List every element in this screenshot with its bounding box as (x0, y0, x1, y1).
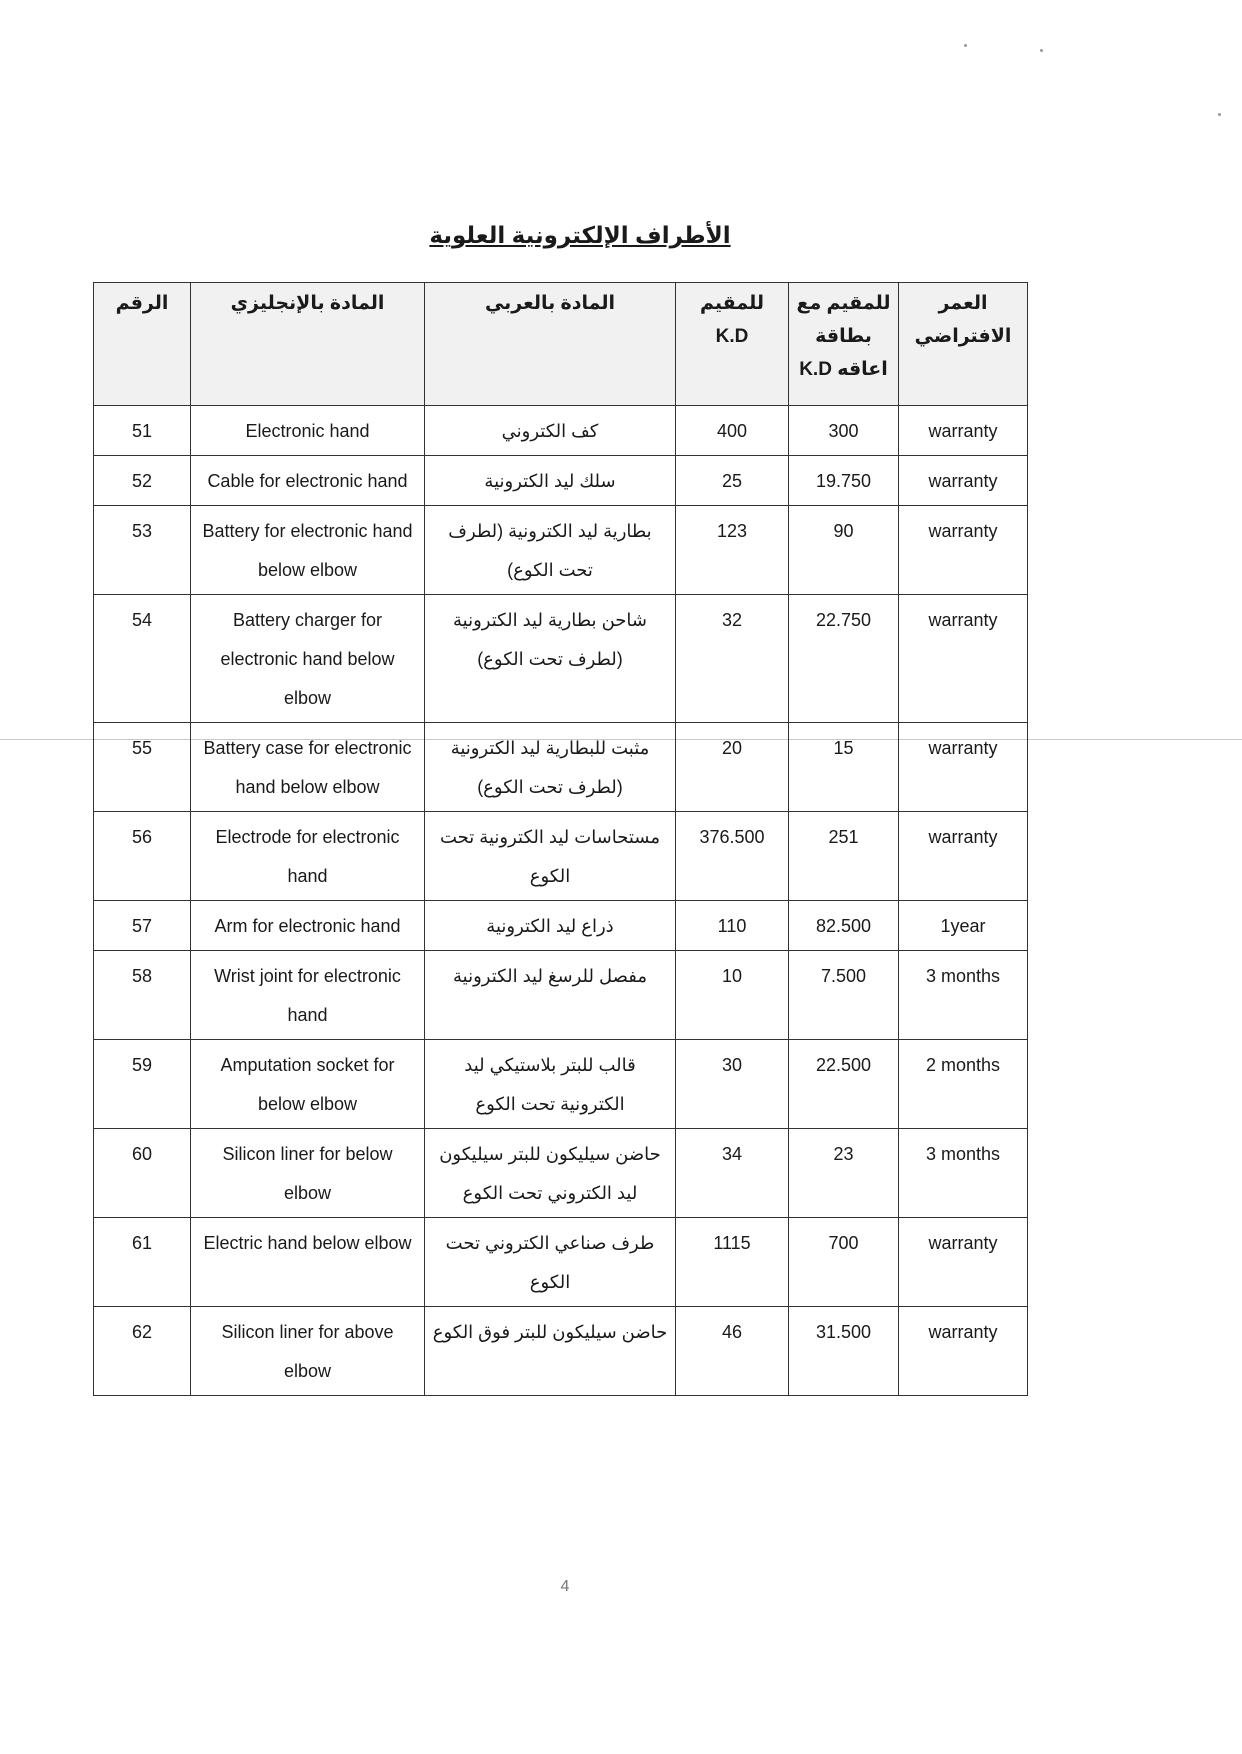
disability-card-price: 90 (789, 506, 899, 595)
row-number: 59 (94, 1040, 191, 1129)
row-number: 55 (94, 723, 191, 812)
row-number: 61 (94, 1218, 191, 1307)
scan-speck (1218, 113, 1221, 116)
table-row (94, 812, 1028, 901)
row-number: 52 (94, 456, 191, 506)
resident-price: 376.500 (676, 812, 789, 901)
item-arabic: مثبت للبطارية ليد الكترونية (لطرف تحت الكوع) (425, 723, 676, 812)
lifespan: warranty (899, 595, 1028, 723)
item-arabic: حاضن سيليكون للبتر سيليكون ليد الكتروني تحت الكوع (425, 1129, 676, 1218)
page-title: الأطراف الإلكترونية العلوية (429, 222, 731, 248)
item-english: Silicon liner for below elbow (191, 1129, 425, 1218)
item-english: Battery charger for electronic hand below elbow (191, 595, 425, 723)
disability-card-price: 22.750 (789, 595, 899, 723)
table-row (94, 1129, 1028, 1218)
table-row (94, 951, 1028, 1040)
resident-price: 20 (676, 723, 789, 812)
disability-card-price: 15 (789, 723, 899, 812)
item-english: Electric hand below elbow (191, 1218, 425, 1307)
item-arabic: مستحاسات ليد الكترونية تحت الكوع (425, 812, 676, 901)
table-row (94, 506, 1028, 595)
lifespan: 3 months (899, 1129, 1028, 1218)
item-english: Arm for electronic hand (191, 901, 425, 951)
item-arabic: بطارية ليد الكترونية (لطرف تحت الكوع) (425, 506, 676, 595)
disability-card-price: 251 (789, 812, 899, 901)
header-number: الرقم (94, 283, 191, 406)
table-row (94, 406, 1028, 456)
item-arabic: شاحن بطارية ليد الكترونية (لطرف تحت الكوع) (425, 595, 676, 723)
disability-card-price: 22.500 (789, 1040, 899, 1129)
disability-card-price: 23 (789, 1129, 899, 1218)
disability-card-price: 82.500 (789, 901, 899, 951)
item-english: Battery case for electronic hand below elbow (191, 723, 425, 812)
table-header-row (94, 283, 1028, 406)
scan-speck (964, 44, 967, 47)
item-arabic: قالب للبتر بلاستيكي ليد الكترونية تحت الكوع (425, 1040, 676, 1129)
table-row (94, 1307, 1028, 1396)
row-number: 51 (94, 406, 191, 456)
item-arabic: ذراع ليد الكترونية (425, 901, 676, 951)
row-number: 53 (94, 506, 191, 595)
resident-price: 400 (676, 406, 789, 456)
header-english-item: المادة بالإنجليزي (191, 283, 425, 406)
resident-price: 110 (676, 901, 789, 951)
item-arabic: حاضن سيليكون للبتر فوق الكوع (425, 1307, 676, 1396)
item-english: Amputation socket for below elbow (191, 1040, 425, 1129)
table-row (94, 1040, 1028, 1129)
row-number: 57 (94, 901, 191, 951)
lifespan: warranty (899, 406, 1028, 456)
lifespan: warranty (899, 812, 1028, 901)
header-resident-price: للمقيم K.D (676, 283, 789, 406)
lifespan: 2 months (899, 1040, 1028, 1129)
header-disability-card-price: للمقيم مع بطاقة اعاقه K.D (789, 283, 899, 406)
item-arabic: سلك ليد الكترونية (425, 456, 676, 506)
resident-price: 1115 (676, 1218, 789, 1307)
table-row (94, 901, 1028, 951)
item-arabic: كف الكتروني (425, 406, 676, 456)
disability-card-price: 300 (789, 406, 899, 456)
item-english: Battery for electronic hand below elbow (191, 506, 425, 595)
lifespan: 3 months (899, 951, 1028, 1040)
resident-price: 46 (676, 1307, 789, 1396)
lifespan: warranty (899, 1218, 1028, 1307)
disability-card-price: 700 (789, 1218, 899, 1307)
row-number: 58 (94, 951, 191, 1040)
row-number: 54 (94, 595, 191, 723)
item-english: Cable for electronic hand (191, 456, 425, 506)
table-row (94, 1218, 1028, 1307)
lifespan: 1year (899, 901, 1028, 951)
price-table (93, 282, 1028, 1396)
lifespan: warranty (899, 1307, 1028, 1396)
item-arabic: مفصل للرسغ ليد الكترونية (425, 951, 676, 1040)
table-row (94, 723, 1028, 812)
disability-card-price: 7.500 (789, 951, 899, 1040)
resident-price: 34 (676, 1129, 789, 1218)
item-arabic: طرف صناعي الكتروني تحت الكوع (425, 1218, 676, 1307)
header-lifespan: العمر الافتراضي (899, 283, 1028, 406)
scan-speck (1040, 49, 1043, 52)
row-number: 60 (94, 1129, 191, 1218)
resident-price: 30 (676, 1040, 789, 1129)
disability-card-price: 19.750 (789, 456, 899, 506)
lifespan: warranty (899, 723, 1028, 812)
disability-card-price: 31.500 (789, 1307, 899, 1396)
item-english: Silicon liner for above elbow (191, 1307, 425, 1396)
row-number: 56 (94, 812, 191, 901)
item-english: Electronic hand (191, 406, 425, 456)
table-row (94, 456, 1028, 506)
item-english: Wrist joint for electronic hand (191, 951, 425, 1040)
table-row (94, 595, 1028, 723)
resident-price: 10 (676, 951, 789, 1040)
lifespan: warranty (899, 506, 1028, 595)
resident-price: 32 (676, 595, 789, 723)
item-english: Electrode for electronic hand (191, 812, 425, 901)
page-number: 4 (560, 1578, 570, 1595)
lifespan: warranty (899, 456, 1028, 506)
row-number: 62 (94, 1307, 191, 1396)
resident-price: 25 (676, 456, 789, 506)
resident-price: 123 (676, 506, 789, 595)
header-arabic-item: المادة بالعربي (425, 283, 676, 406)
